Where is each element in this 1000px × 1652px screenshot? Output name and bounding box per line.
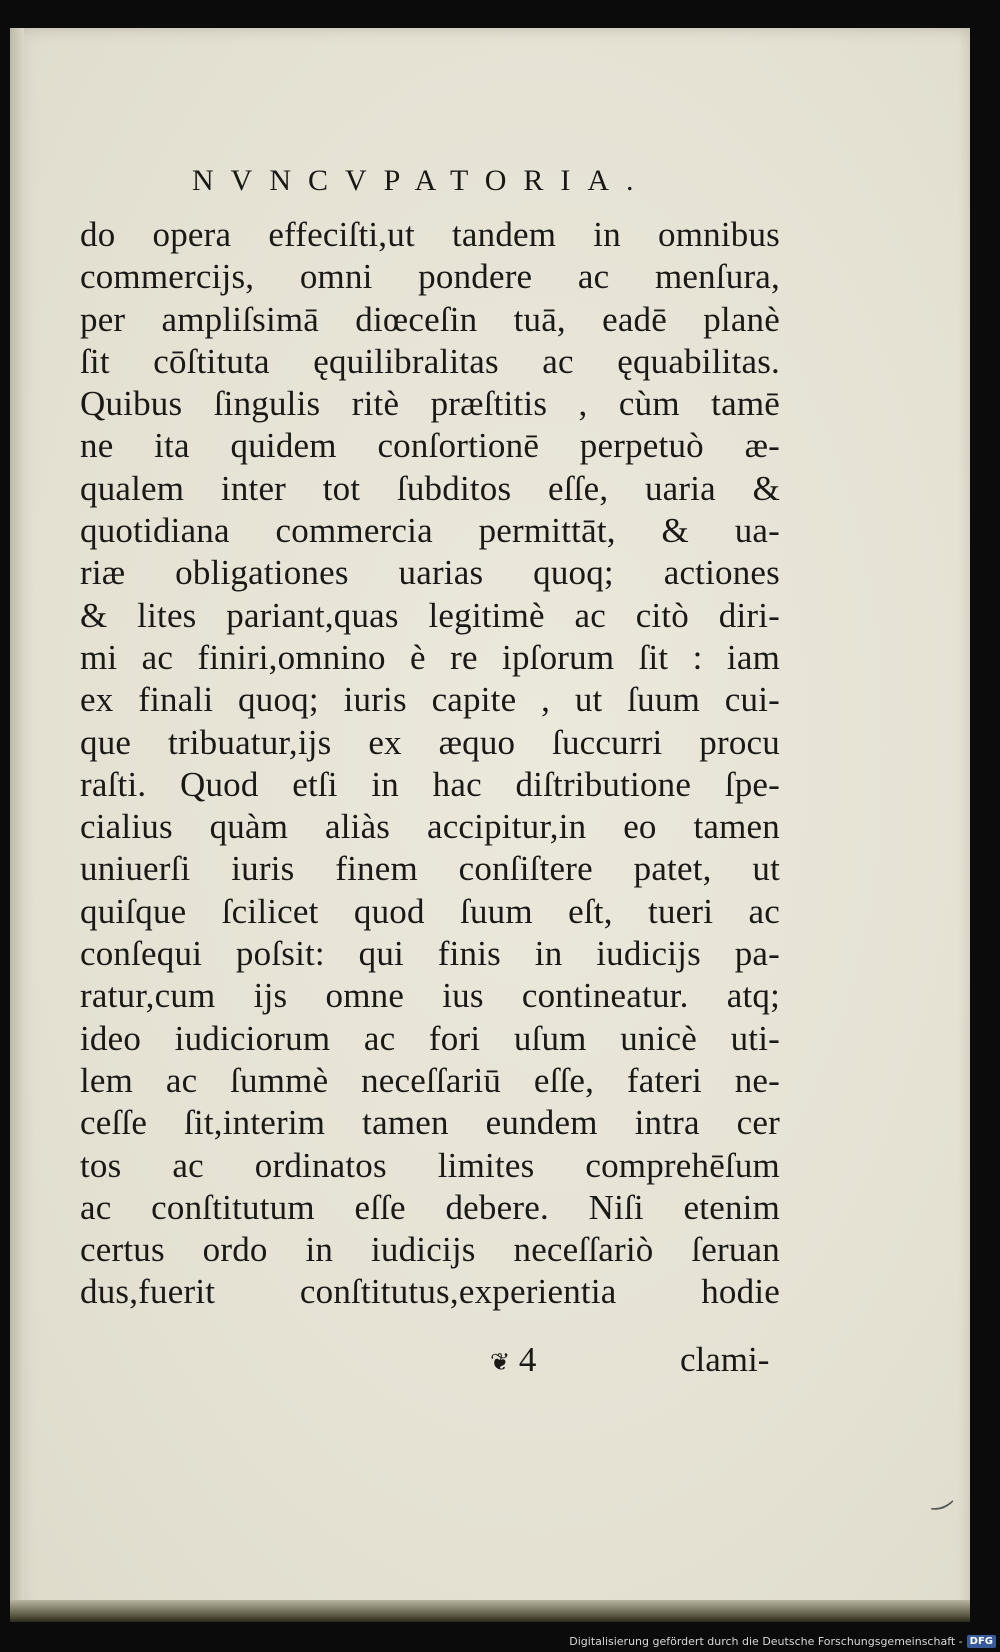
running-header: NVNCVPATORIA. <box>192 164 651 197</box>
text-line: ac conſtitutum eſſe debere. Niſi etenim <box>80 1187 780 1227</box>
text-line: commercijs, omni pondere ac menſura, <box>80 257 780 297</box>
text-line: ſit cōſtituta ęquilibralitas ac ęquabilitas. <box>80 341 780 381</box>
text-line: certus ordo in iudicijs neceſſariò ſeruan <box>80 1230 780 1270</box>
text-line: ceſſe ſit,interim tamen eundem intra cer <box>80 1103 780 1143</box>
text-line: quiſque ſcilicet quod ſuum eſt, tueri ac <box>80 891 780 931</box>
text-line: ratur,cum ijs omne ius contineatur. atq; <box>80 976 780 1016</box>
text-line: tos ac ordinatos limites comprehēſum <box>80 1145 780 1185</box>
page-footer <box>490 1340 790 1384</box>
text-line: quotidiana commercia permittāt, & ua- <box>80 511 780 551</box>
text-line: Quibus ſingulis ritè præſtitis , cùm tamē <box>80 384 780 424</box>
pencil-mark-icon: ‿ <box>923 1477 954 1512</box>
signature-mark <box>490 1340 536 1380</box>
dfg-logo: DFG <box>967 1635 996 1648</box>
text-line: lem ac ſummè neceſſariū eſſe, fateri ne- <box>80 1060 780 1100</box>
text-line: per ampliſsimā diœceſin tuā, eadē planè <box>80 299 780 339</box>
text-line: ex finali quoq; iuris capite , ut ſuum cui- <box>80 680 780 720</box>
text-line: ideo iudiciorum ac fori uſum unicè uti- <box>80 1018 780 1058</box>
digitization-credit: Digitalisierung gefördert durch die Deutsche Forschungsgemeinschaft - <box>569 1634 963 1648</box>
fleuron-icon: ❦ <box>490 1350 511 1377</box>
digitization-banner <box>569 1630 1000 1652</box>
body-text <box>80 214 780 1314</box>
page-gutter <box>10 28 24 1622</box>
text-line: raſti. Quod etſi in hac diſtributione ſpe- <box>80 764 780 804</box>
text-line: & lites pariant,quas legitimè ac citò diri- <box>80 595 780 635</box>
page-bottom-edge <box>10 1600 970 1622</box>
text-line: ne ita quidem conſortionē perpetuò æ- <box>80 426 780 466</box>
text-line: conſequi poſsit: qui finis in iudicijs pa- <box>80 934 780 974</box>
text-line: do opera effeciſti,ut tandem in omnibus <box>80 215 780 254</box>
text-line: mi ac finiri,omnino è re ipſorum ſit : iam <box>80 637 780 677</box>
catchword: clami- <box>680 1340 770 1379</box>
text-line: cialius quàm aliàs accipitur,in eo tamen <box>80 807 780 847</box>
text-line: que tribuatur,ijs ex æquo ſuccurri procu <box>80 722 780 762</box>
book-page <box>10 28 970 1622</box>
text-line: dus,fuerit conſtitutus,experientia hodie <box>80 1272 780 1312</box>
text-line: riæ obligationes uarias quoq; actiones <box>80 553 780 593</box>
text-line: uniuerſi iuris finem conſiſtere patet, ut <box>80 849 780 889</box>
signature-number: 4 <box>518 1340 537 1379</box>
text-line: qualem inter tot ſubditos eſſe, uaria & <box>80 468 780 508</box>
